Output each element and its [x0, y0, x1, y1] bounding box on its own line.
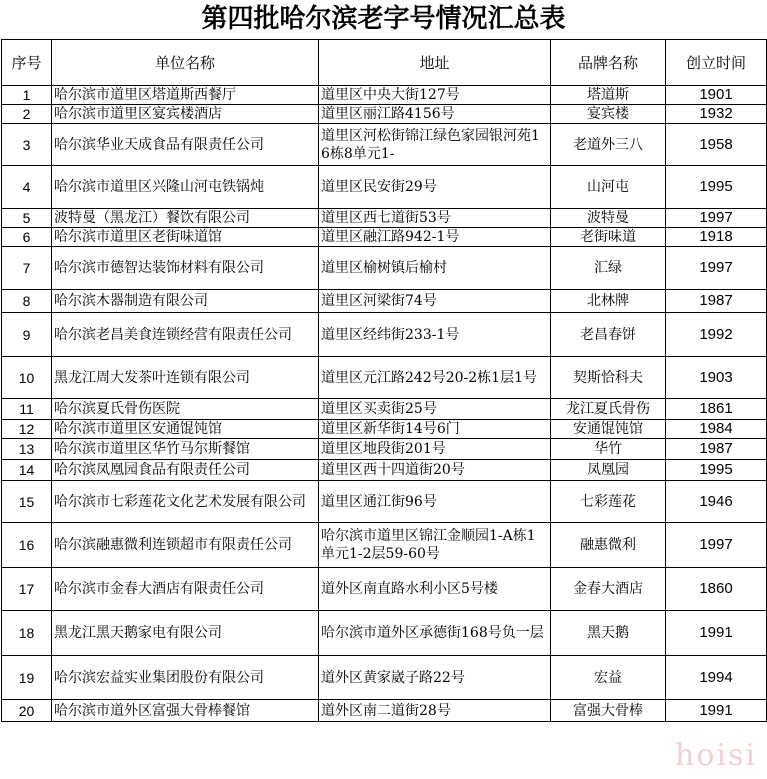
brands-table	[1, 39, 767, 722]
header-address: 地址	[319, 40, 551, 86]
cell-year[interactable]: 1997	[666, 209, 767, 228]
cell-unit[interactable]: 哈尔滨市道外区富强大骨棒餐馆	[52, 700, 319, 722]
cell-address[interactable]: 哈尔滨市道里区锦江金顺园1-A栋1单元1-2层59-60号	[319, 523, 551, 568]
table-row	[2, 357, 767, 399]
cell-brand[interactable]: 七彩莲花	[551, 481, 666, 523]
header-unit: 单位名称	[52, 40, 319, 86]
table-row	[2, 124, 767, 166]
table-row	[2, 523, 767, 568]
cell-no[interactable]: 20	[2, 700, 52, 722]
cell-year[interactable]: 1987	[666, 439, 767, 460]
table-row	[2, 209, 767, 228]
cell-year[interactable]: 1995	[666, 166, 767, 209]
cell-no[interactable]: 9	[2, 313, 52, 357]
watermark: hoisi	[675, 738, 757, 773]
cell-brand[interactable]: 老街味道	[551, 228, 666, 247]
table-row	[2, 420, 767, 439]
cell-address[interactable]: 道里区河梁街74号	[319, 290, 551, 313]
table-row	[2, 568, 767, 611]
table-row	[2, 228, 767, 247]
cell-year[interactable]: 1903	[666, 357, 767, 399]
cell-address[interactable]: 道里区买卖街25号	[319, 399, 551, 420]
cell-brand[interactable]: 富强大骨棒	[551, 700, 666, 722]
cell-address[interactable]: 道里区新华街14号6门	[319, 420, 551, 439]
cell-year[interactable]: 1997	[666, 523, 767, 568]
table-row	[2, 313, 767, 357]
cell-unit[interactable]: 哈尔滨木器制造有限公司	[52, 290, 319, 313]
table-row	[2, 166, 767, 209]
cell-address[interactable]: 道里区河松街锦江绿色家园银河苑16栋8单元1-	[319, 124, 551, 166]
header-row	[2, 40, 767, 86]
cell-brand[interactable]: 金春大酒店	[551, 568, 666, 611]
table-title: 第四批哈尔滨老字号情况汇总表	[201, 4, 566, 34]
cell-no[interactable]: 7	[2, 247, 52, 290]
cell-address[interactable]: 道外区南直路水利小区5号楼	[319, 568, 551, 611]
header-no: 序号	[2, 40, 52, 86]
cell-no[interactable]: 8	[2, 290, 52, 313]
table-row	[2, 700, 767, 722]
table-row	[2, 290, 767, 313]
cell-no[interactable]: 5	[2, 209, 52, 228]
cell-year[interactable]: 1987	[666, 290, 767, 313]
cell-brand[interactable]: 凤凰园	[551, 460, 666, 481]
cell-brand[interactable]: 塔道斯	[551, 86, 666, 105]
cell-year[interactable]: 1918	[666, 228, 767, 247]
cell-year[interactable]: 1994	[666, 656, 767, 700]
cell-address[interactable]: 道里区西七道街53号	[319, 209, 551, 228]
cell-unit[interactable]: 哈尔滨宏益实业集团股份有限公司	[52, 656, 319, 700]
table-row	[2, 399, 767, 420]
cell-year[interactable]: 1901	[666, 86, 767, 105]
cell-address[interactable]: 道里区民安街29号	[319, 166, 551, 209]
cell-brand[interactable]: 宏益	[551, 656, 666, 700]
cell-year[interactable]: 1860	[666, 568, 767, 611]
cell-brand[interactable]: 北林牌	[551, 290, 666, 313]
cell-brand[interactable]: 波特曼	[551, 209, 666, 228]
cell-brand[interactable]: 黑天鹅	[551, 611, 666, 656]
cell-year[interactable]: 1991	[666, 611, 767, 656]
cell-unit[interactable]: 黑龙江周大发茶叶连锁有限公司	[52, 357, 319, 399]
cell-address[interactable]: 道里区中央大街127号	[319, 86, 551, 105]
table-row	[2, 656, 767, 700]
cell-unit[interactable]: 哈尔滨市德智达装饰材料有限公司	[52, 247, 319, 290]
cell-no[interactable]: 1	[2, 86, 52, 105]
cell-address[interactable]: 道外区黄家崴子路22号	[319, 656, 551, 700]
cell-no[interactable]: 16	[2, 523, 52, 568]
cell-no[interactable]: 4	[2, 166, 52, 209]
cell-address[interactable]: 道里区地段街201号	[319, 439, 551, 460]
cell-year[interactable]: 1991	[666, 700, 767, 722]
cell-unit[interactable]: 哈尔滨市道里区宴宾楼酒店	[52, 105, 319, 124]
cell-unit[interactable]: 哈尔滨市道里区老街味道馆	[52, 228, 319, 247]
cell-no[interactable]: 11	[2, 399, 52, 420]
header-brand: 品牌名称	[551, 40, 666, 86]
cell-no[interactable]: 15	[2, 481, 52, 523]
cell-unit[interactable]: 哈尔滨市道里区华竹马尔斯餐馆	[52, 439, 319, 460]
cell-brand[interactable]: 老道外三八	[551, 124, 666, 166]
cell-brand[interactable]: 汇绿	[551, 247, 666, 290]
table-row	[2, 481, 767, 523]
cell-address[interactable]: 道里区丽江路4156号	[319, 105, 551, 124]
cell-year[interactable]: 1958	[666, 124, 767, 166]
cell-unit[interactable]: 哈尔滨融惠微利连锁超市有限责任公司	[52, 523, 319, 568]
table-row	[2, 247, 767, 290]
cell-no[interactable]: 12	[2, 420, 52, 439]
cell-no[interactable]: 18	[2, 611, 52, 656]
cell-brand[interactable]: 山河屯	[551, 166, 666, 209]
cell-no[interactable]: 10	[2, 357, 52, 399]
cell-no[interactable]: 13	[2, 439, 52, 460]
cell-brand[interactable]: 宴宾楼	[551, 105, 666, 124]
cell-address[interactable]: 哈尔滨市道外区承德街168号负一层	[319, 611, 551, 656]
cell-year[interactable]: 1992	[666, 313, 767, 357]
cell-brand[interactable]: 融惠微利	[551, 523, 666, 568]
cell-unit[interactable]: 哈尔滨华业天成食品有限责任公司	[52, 124, 319, 166]
cell-address[interactable]: 道里区经纬街233-1号	[319, 313, 551, 357]
cell-brand[interactable]: 契斯恰科夫	[551, 357, 666, 399]
cell-year[interactable]: 1861	[666, 399, 767, 420]
table-body	[2, 86, 767, 722]
cell-address[interactable]: 道外区南二道街28号	[319, 700, 551, 722]
cell-unit[interactable]: 哈尔滨夏氏骨伤医院	[52, 399, 319, 420]
table-row	[2, 611, 767, 656]
cell-address[interactable]: 道里区融江路942-1号	[319, 228, 551, 247]
table-row	[2, 460, 767, 481]
cell-unit[interactable]: 黑龙江黑天鹅家电有限公司	[52, 611, 319, 656]
cell-year[interactable]: 1984	[666, 420, 767, 439]
cell-unit[interactable]: 哈尔滨市道里区塔道斯西餐厅	[52, 86, 319, 105]
cell-unit[interactable]: 哈尔滨市道里区兴隆山河屯铁锅炖	[52, 166, 319, 209]
table-row	[2, 86, 767, 105]
cell-unit[interactable]: 波特曼（黑龙江）餐饮有限公司	[52, 209, 319, 228]
header-year: 创立时间	[666, 40, 767, 86]
table-row	[2, 105, 767, 124]
cell-unit[interactable]: 哈尔滨老昌美食连锁经营有限责任公司	[52, 313, 319, 357]
cell-address[interactable]: 道里区通江街96号	[319, 481, 551, 523]
cell-unit[interactable]: 哈尔滨市金春大酒店有限责任公司	[52, 568, 319, 611]
cell-year[interactable]: 1946	[666, 481, 767, 523]
cell-no[interactable]: 3	[2, 124, 52, 166]
cell-year[interactable]: 1932	[666, 105, 767, 124]
cell-unit[interactable]: 哈尔滨凤凰园食品有限责任公司	[52, 460, 319, 481]
cell-no[interactable]: 6	[2, 228, 52, 247]
cell-address[interactable]: 道里区元江路242号20-2栋1层1号	[319, 357, 551, 399]
cell-address[interactable]: 道里区榆树镇后榆村	[319, 247, 551, 290]
cell-brand[interactable]: 安通馄饨馆	[551, 420, 666, 439]
cell-year[interactable]: 1997	[666, 247, 767, 290]
cell-unit[interactable]: 哈尔滨市七彩莲花文化艺术发展有限公司	[52, 481, 319, 523]
cell-brand[interactable]: 华竹	[551, 439, 666, 460]
cell-no[interactable]: 19	[2, 656, 52, 700]
cell-address[interactable]: 道里区西十四道街20号	[319, 460, 551, 481]
cell-brand[interactable]: 老昌春饼	[551, 313, 666, 357]
cell-brand[interactable]: 龙江夏氏骨伤	[551, 399, 666, 420]
cell-no[interactable]: 14	[2, 460, 52, 481]
cell-no[interactable]: 17	[2, 568, 52, 611]
cell-unit[interactable]: 哈尔滨市道里区安通馄饨馆	[52, 420, 319, 439]
table-row	[2, 439, 767, 460]
cell-no[interactable]: 2	[2, 105, 52, 124]
cell-year[interactable]: 1995	[666, 460, 767, 481]
